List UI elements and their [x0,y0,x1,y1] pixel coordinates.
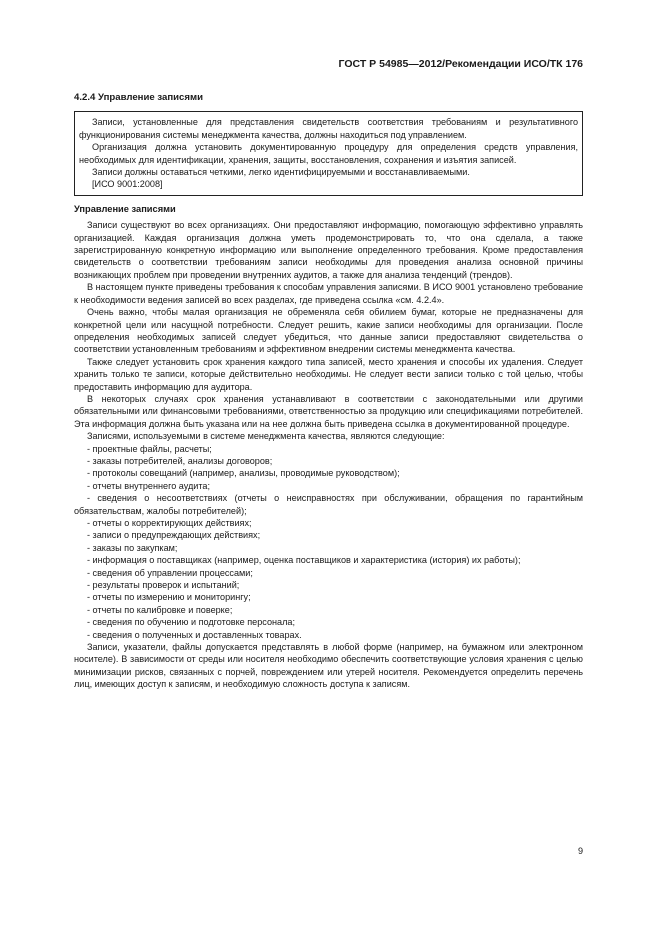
list-item: - сведения по обучению и подготовке персонала; [87,617,295,628]
section-title: 4.2.4 Управление записями [74,92,203,103]
list-item: - проектные файлы, расчеты; [87,443,212,454]
body-paragraph: Также следует установить срок хранения каждого типа записей, место хранения и способы их удаления. Следует хранить только те записи, которые действительно необходимы. Не следует вести записи только с той целью, чтобы предоставить информацию для аудитора. [74,356,583,392]
page-content [74,92,583,691]
subsection-title: Управление записями [74,203,176,214]
closing-paragraph: Записи, указатели, файлы допускается представлять в любой форме (например, на бумажном или электронном носителе). В зависимости от среды или носителя необходимо обеспечить соответствующие условия хранения с целью минимизации рисков, связанных с порчей, повреждением или утерей носителя. Рекомендуется определить перечень лиц, имеющих доступ к записям, и необходимую сложность доступа к записям. [74,642,583,690]
body-paragraph: Записями, используемыми в системе менеджмента качества, являются следующие: [87,431,445,442]
list-item: - записи о предупреждающих действиях; [87,530,261,541]
list-item: - заказы потребителей, анализы договоров; [87,455,273,466]
body-paragraph: Записи существуют во всех организациях. Они предоставляют информацию, помогающую эффективно управлять организацией. Каждая организация должна уметь продемонстрировать то, что она сделала, а также зарегистрированную конкретную информацию или выполнение определенного требования. Кроме предоставления свидетельств о соответствии требованиям записи необходимы для проведения анализа основной причины возникающих проблем при проведении внутренних аудитов, а также для анализа тенденций (трендов). [74,220,583,280]
requirement-box [74,111,583,195]
body-paragraph: В некоторых случаях срок хранения устанавливают в соответствии с законодательными или другими обязательными или финансовыми требованиями, ответственностью за продукцию или спецификациями потребителей. Эта информация должна быть указана или на нее должна быть приведена ссылка в документированной процедуре. [74,393,583,429]
list-item: - заказы по закупкам; [87,542,178,553]
document-header: ГОСТ Р 54985—2012/Рекомендации ИСО/ТК 176 [338,58,583,70]
list-item: - отчеты о корректирующих действиях; [87,518,252,528]
box-paragraph: Записи должны оставаться четкими, легко идентифицируемыми и восстанавливаемыми. [92,167,470,178]
body-paragraph: Очень важно, чтобы малая организация не обременяла себя обилием бумаг, которые не предназначены для конкретной цели или насущной потребности. Следует решить, какие записи необходимы для организации. После определения необходимых записей следует убедиться, что данные записи предоставляют свидетельства о соответствии установленным требованиям и эффективном внедрении системы менеджмента качества. [74,307,583,355]
box-reference: [ИСО 9001:2008] [92,179,163,190]
list-item: - сведения о полученных и доставленных товарах. [87,629,302,640]
list-item: - отчеты по калибровке и поверке; [87,604,233,615]
list-item: - протоколы совещаний (например, анализы, проводимые руководством); [87,468,400,479]
body-text [74,219,583,690]
box-paragraph: Записи, установленные для представления свидетельств соответствия требованиям и результативного функционирования системы менеджмента качества, должны находиться под управлением. [79,117,578,140]
list-item: - сведения о несоответствиях (отчеты о неисправностях при обслуживании, обращения по гарантийным обязательствам, жалобы потребителей); [74,493,583,516]
page-number: 9 [577,846,583,856]
list-item: - информация о поставщиках (например, оценка поставщиков и характеристика (история) их работы); [87,555,521,566]
list-item: - результаты проверок и испытаний; [87,580,240,591]
box-paragraph: Организация должна установить документированную процедуру для определения средств управления, необходимых для идентификации, хранения, защиты, восстановления, сохранения и изъятия записей. [79,142,578,165]
list-item: - отчеты по измерению и мониторингу; [87,592,251,603]
list-item: - сведения об управлении процессами; [87,567,253,578]
list-item: - отчеты внутреннего аудита; [87,480,211,491]
body-paragraph: В настоящем пункте приведены требования к способам управления записями. В ИСО 9001 установлено требование к необходимости ведения записей во всех разделах, где приведена ссылка «см. 4.2.4». [74,282,583,305]
